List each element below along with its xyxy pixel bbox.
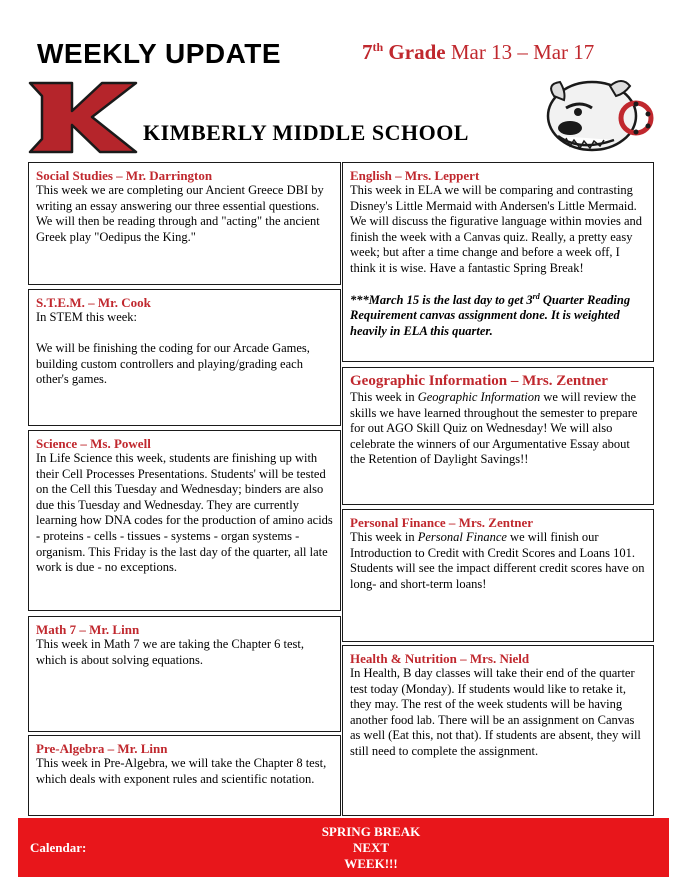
bulldog-mascot-icon <box>540 74 656 156</box>
calendar-label: Calendar: <box>30 840 87 855</box>
card-title: Personal Finance – Mrs. Zentner <box>350 515 534 530</box>
card-body: This week we are completing our Ancient Greece DBI by writing an essay answering our three essential questions. We will then be reading through and "acting" the ancient Greek play "Oedipus the King." <box>36 183 324 244</box>
grade-date-line <box>362 40 594 65</box>
card-body: In Health, B day classes will take their end of the quarter test today (Monday). If students would like to retake it, they may. The rest of the week students will be having another food lab. There will be an assignment on Canvas as well (Eat this, not that). If students are absent, they will still need to complete the assignment. <box>350 666 641 758</box>
card-body: This week in Math 7 we are taking the Chapter 6 test, which is about solving equations. <box>36 637 304 667</box>
card-body: This week in Geographic Information we will review the skills we have learned throughout the semester to prepare for out AGO Skill Quiz on Wednesday! We will also celebrate the winners of our Argumentative Essay about the Retention of Daylight Savings!! <box>350 390 638 467</box>
geographic-information-card <box>342 367 654 505</box>
card-body: This week in Pre-Algebra, we will take the Chapter 8 test, which deals with exponent rules and scientific notation. <box>36 756 327 786</box>
science-card <box>28 430 341 611</box>
pre-algebra-card <box>28 735 341 816</box>
date-range: Mar 13 – Mar 17 <box>450 40 595 64</box>
card-intro: In STEM this week: <box>36 310 138 324</box>
grade-label: 7th Grade <box>362 40 446 64</box>
card-body: In Life Science this week, students are finishing up with their Cell Processes Presentations. Students' will be tested on the Cell this Tuesday and Wednesday; binders are also due this Tuesday and Wednesday. They are currently learning how DNA codes for the production of amino acids - proteins - cells - tissues - systems - organ systems - organism. This Friday is the last day of the quarter, all late work is due - no exceptions. <box>36 451 333 575</box>
card-title: Science – Ms. Powell <box>36 436 151 451</box>
card-body: This week in Personal Finance we will finish our Introduction to Credit with Credit Scores and Loans 101. Students will see the impact different credit scores have on long- and short-term loans! <box>350 530 645 591</box>
calendar-announcement: SPRING BREAK NEXT WEEK!!! <box>321 824 421 871</box>
math-7-card <box>28 616 341 732</box>
card-title: English – Mrs. Leppert <box>350 168 480 183</box>
card-title: Pre-Algebra – Mr. Linn <box>36 741 168 756</box>
calendar-bar <box>18 818 669 877</box>
card-title: Geographic Information – Mrs. Zentner <box>350 373 608 389</box>
card-title: S.T.E.M. – Mr. Cook <box>36 295 151 310</box>
school-k-logo <box>28 81 140 154</box>
card-title: Math 7 – Mr. Linn <box>36 622 140 637</box>
english-card <box>342 162 654 362</box>
card-body: We will be finishing the coding for our Arcade Games, building custom controllers and playing/grading each other's games. <box>36 341 310 387</box>
school-name: KIMBERLY MIDDLE SCHOOL <box>143 120 469 145</box>
card-title: Social Studies – Mr. Darrington <box>36 168 213 183</box>
personal-finance-card <box>342 509 654 642</box>
reading-requirement-note: ***March 15 is the last day to get 3rd Quarter Reading Requirement canvas assignment done. It is weighted heavily in ELA this quarter. <box>350 291 631 338</box>
card-body: This week in ELA we will be comparing and contrasting Disney's Little Mermaid with Andersen's Little Mermaid. We will discuss the figurative language within movies and finish the week with a Canvas quiz. Really, a pretty easy week; but after a time change and before a week off, I think it is wise. Have a fantastic Spring Break! <box>350 183 642 275</box>
health-nutrition-card <box>342 645 654 816</box>
page-title: WEEKLY UPDATE <box>37 38 282 69</box>
stem-card <box>28 289 341 426</box>
social-studies-card <box>28 162 341 285</box>
card-title: Health & Nutrition – Mrs. Nield <box>350 651 530 666</box>
